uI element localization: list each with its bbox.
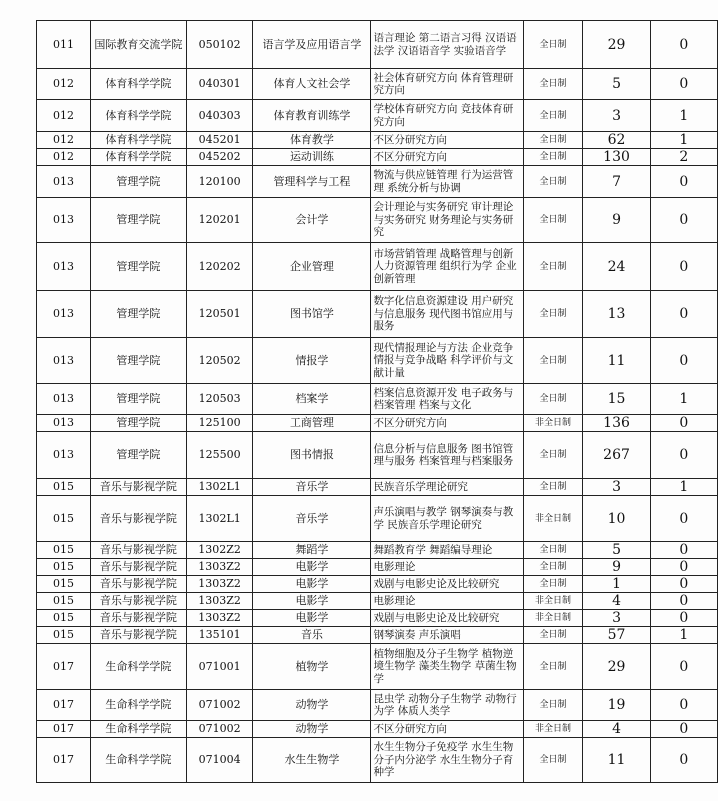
research-direction-cell: 学校体育研究方向 竞技体育研究方向 <box>371 100 523 132</box>
exempt-quota-cell: 0 <box>650 291 717 338</box>
table-row <box>37 559 718 576</box>
table-row <box>37 721 718 738</box>
exempt-quota-cell: 1 <box>650 132 717 149</box>
college-number-cell: 012 <box>37 132 91 149</box>
major-name-cell: 电影学 <box>253 576 371 593</box>
major-name-cell: 运动训练 <box>253 149 371 166</box>
research-direction-cell: 物流与供应链管理 行为运营管理 系统分析与协调 <box>371 166 523 198</box>
major-code-cell: 045202 <box>186 149 253 166</box>
major-code-cell: 120202 <box>186 243 253 291</box>
table-row <box>37 384 718 415</box>
exempt-quota-cell: 0 <box>650 166 717 198</box>
research-direction-cell: 社会体育研究方向 体育管理研究方向 <box>371 69 523 100</box>
major-name-cell: 管理科学与工程 <box>253 166 371 198</box>
exempt-quota-cell: 0 <box>650 21 717 69</box>
research-direction-cell: 不区分研究方向 <box>371 721 523 738</box>
exempt-quota-cell: 0 <box>650 69 717 100</box>
admission-plan-table <box>36 20 718 783</box>
college-name-cell: 体育科学学院 <box>91 69 187 100</box>
college-name-cell: 管理学院 <box>91 338 187 384</box>
major-name-cell: 电影学 <box>253 559 371 576</box>
study-mode-cell: 全日制 <box>523 198 583 243</box>
enrollment-plan-cell: 11 <box>583 738 650 783</box>
research-direction-cell: 民族音乐学理论研究 <box>371 479 523 496</box>
major-name-cell: 图书情报 <box>253 432 371 479</box>
enrollment-plan-cell: 4 <box>583 721 650 738</box>
college-name-cell: 生命科学学院 <box>91 690 187 721</box>
college-name-cell: 管理学院 <box>91 415 187 432</box>
exempt-quota-cell: 0 <box>650 644 717 690</box>
table-row <box>37 338 718 384</box>
study-mode-cell: 全日制 <box>523 149 583 166</box>
college-number-cell: 011 <box>37 21 91 69</box>
college-number-cell: 015 <box>37 559 91 576</box>
research-direction-cell: 档案信息资源开发 电子政务与档案管理 档案与文化 <box>371 384 523 415</box>
study-mode-cell: 非全日制 <box>523 721 583 738</box>
research-direction-cell: 不区分研究方向 <box>371 415 523 432</box>
major-code-cell: 045201 <box>186 132 253 149</box>
study-mode-cell: 非全日制 <box>523 610 583 627</box>
major-code-cell: 1303Z2 <box>186 610 253 627</box>
table-row <box>37 593 718 610</box>
study-mode-cell: 非全日制 <box>523 415 583 432</box>
study-mode-cell: 全日制 <box>523 166 583 198</box>
enrollment-plan-cell: 1 <box>583 576 650 593</box>
enrollment-plan-cell: 9 <box>583 198 650 243</box>
table-row <box>37 166 718 198</box>
major-code-cell: 120501 <box>186 291 253 338</box>
major-code-cell: 120503 <box>186 384 253 415</box>
enrollment-plan-cell: 3 <box>583 100 650 132</box>
major-name-cell: 体育人文社会学 <box>253 69 371 100</box>
study-mode-cell: 全日制 <box>523 384 583 415</box>
major-name-cell: 水生生物学 <box>253 738 371 783</box>
major-name-cell: 动物学 <box>253 721 371 738</box>
table-row <box>37 627 718 644</box>
major-code-cell: 040303 <box>186 100 253 132</box>
college-number-cell: 015 <box>37 627 91 644</box>
college-number-cell: 013 <box>37 166 91 198</box>
study-mode-cell: 全日制 <box>523 69 583 100</box>
enrollment-plan-cell: 57 <box>583 627 650 644</box>
major-name-cell: 档案学 <box>253 384 371 415</box>
exempt-quota-cell: 1 <box>650 479 717 496</box>
major-name-cell: 体育教学 <box>253 132 371 149</box>
enrollment-plan-cell: 3 <box>583 479 650 496</box>
study-mode-cell: 全日制 <box>523 644 583 690</box>
college-name-cell: 生命科学学院 <box>91 644 187 690</box>
major-name-cell: 情报学 <box>253 338 371 384</box>
college-name-cell: 生命科学学院 <box>91 721 187 738</box>
research-direction-cell: 舞蹈教育学 舞蹈编导理论 <box>371 542 523 559</box>
exempt-quota-cell: 1 <box>650 100 717 132</box>
college-number-cell: 015 <box>37 576 91 593</box>
enrollment-plan-cell: 5 <box>583 69 650 100</box>
enrollment-plan-cell: 7 <box>583 166 650 198</box>
table-row <box>37 542 718 559</box>
table-row <box>37 132 718 149</box>
college-number-cell: 013 <box>37 291 91 338</box>
table-row <box>37 432 718 479</box>
table-row <box>37 610 718 627</box>
major-name-cell: 动物学 <box>253 690 371 721</box>
exempt-quota-cell: 0 <box>650 559 717 576</box>
table-row <box>37 738 718 783</box>
major-code-cell: 050102 <box>186 21 253 69</box>
major-code-cell: 1302L1 <box>186 479 253 496</box>
college-number-cell: 012 <box>37 100 91 132</box>
college-name-cell: 音乐与影视学院 <box>91 496 187 542</box>
study-mode-cell: 非全日制 <box>523 593 583 610</box>
college-number-cell: 017 <box>37 738 91 783</box>
major-code-cell: 120100 <box>186 166 253 198</box>
enrollment-plan-cell: 29 <box>583 21 650 69</box>
exempt-quota-cell: 1 <box>650 627 717 644</box>
major-name-cell: 工商管理 <box>253 415 371 432</box>
exempt-quota-cell: 0 <box>650 542 717 559</box>
major-code-cell: 1302Z2 <box>186 542 253 559</box>
exempt-quota-cell: 2 <box>650 149 717 166</box>
major-code-cell: 040301 <box>186 69 253 100</box>
college-number-cell: 015 <box>37 542 91 559</box>
study-mode-cell: 非全日制 <box>523 496 583 542</box>
enrollment-plan-cell: 15 <box>583 384 650 415</box>
college-number-cell: 015 <box>37 496 91 542</box>
research-direction-cell: 会计理论与实务研究 审计理论与实务研究 财务理论与实务研究 <box>371 198 523 243</box>
major-name-cell: 体育教育训练学 <box>253 100 371 132</box>
college-number-cell: 013 <box>37 198 91 243</box>
college-name-cell: 音乐与影视学院 <box>91 479 187 496</box>
table-row <box>37 291 718 338</box>
college-number-cell: 017 <box>37 721 91 738</box>
college-number-cell: 017 <box>37 690 91 721</box>
college-number-cell: 015 <box>37 479 91 496</box>
college-number-cell: 015 <box>37 593 91 610</box>
college-name-cell: 生命科学学院 <box>91 738 187 783</box>
enrollment-plan-cell: 136 <box>583 415 650 432</box>
table-row <box>37 415 718 432</box>
table-body <box>37 21 718 783</box>
major-name-cell: 电影学 <box>253 610 371 627</box>
major-code-cell: 125500 <box>186 432 253 479</box>
college-number-cell: 017 <box>37 644 91 690</box>
exempt-quota-cell: 0 <box>650 338 717 384</box>
college-name-cell: 音乐与影视学院 <box>91 576 187 593</box>
major-code-cell: 1302L1 <box>186 496 253 542</box>
table-row <box>37 198 718 243</box>
college-number-cell: 012 <box>37 69 91 100</box>
exempt-quota-cell: 0 <box>650 576 717 593</box>
table-row <box>37 100 718 132</box>
enrollment-plan-cell: 10 <box>583 496 650 542</box>
enrollment-plan-cell: 130 <box>583 149 650 166</box>
college-name-cell: 音乐与影视学院 <box>91 559 187 576</box>
college-number-cell: 013 <box>37 338 91 384</box>
study-mode-cell: 全日制 <box>523 338 583 384</box>
major-name-cell: 音乐 <box>253 627 371 644</box>
study-mode-cell: 全日制 <box>523 21 583 69</box>
enrollment-plan-cell: 9 <box>583 559 650 576</box>
study-mode-cell: 全日制 <box>523 479 583 496</box>
major-name-cell: 植物学 <box>253 644 371 690</box>
enrollment-plan-cell: 13 <box>583 291 650 338</box>
major-code-cell: 1303Z2 <box>186 559 253 576</box>
college-number-cell: 013 <box>37 415 91 432</box>
study-mode-cell: 全日制 <box>523 627 583 644</box>
research-direction-cell: 电影理论 <box>371 593 523 610</box>
major-code-cell: 071001 <box>186 644 253 690</box>
major-code-cell: 135101 <box>186 627 253 644</box>
table-row <box>37 149 718 166</box>
college-name-cell: 管理学院 <box>91 384 187 415</box>
major-code-cell: 071002 <box>186 721 253 738</box>
major-name-cell: 音乐学 <box>253 496 371 542</box>
research-direction-cell: 昆虫学 动物分子生物学 动物行为学 体质人类学 <box>371 690 523 721</box>
college-name-cell: 管理学院 <box>91 432 187 479</box>
major-code-cell: 120502 <box>186 338 253 384</box>
research-direction-cell: 声乐演唱与教学 钢琴演奏与教学 民族音乐学理论研究 <box>371 496 523 542</box>
exempt-quota-cell: 0 <box>650 690 717 721</box>
major-code-cell: 071004 <box>186 738 253 783</box>
study-mode-cell: 全日制 <box>523 132 583 149</box>
major-code-cell: 120201 <box>186 198 253 243</box>
major-code-cell: 071002 <box>186 690 253 721</box>
table-row <box>37 21 718 69</box>
enrollment-plan-cell: 3 <box>583 610 650 627</box>
exempt-quota-cell: 0 <box>650 610 717 627</box>
exempt-quota-cell: 0 <box>650 432 717 479</box>
table-row <box>37 479 718 496</box>
college-number-cell: 013 <box>37 243 91 291</box>
study-mode-cell: 全日制 <box>523 243 583 291</box>
research-direction-cell: 现代情报理论与方法 企业竞争情报与竞争战略 科学评价与文献计量 <box>371 338 523 384</box>
exempt-quota-cell: 0 <box>650 496 717 542</box>
major-code-cell: 1303Z2 <box>186 593 253 610</box>
research-direction-cell: 数字化信息资源建设 用户研究与信息服务 现代图书馆应用与服务 <box>371 291 523 338</box>
college-number-cell: 015 <box>37 610 91 627</box>
college-number-cell: 012 <box>37 149 91 166</box>
study-mode-cell: 全日制 <box>523 690 583 721</box>
college-name-cell: 体育科学学院 <box>91 100 187 132</box>
major-name-cell: 音乐学 <box>253 479 371 496</box>
research-direction-cell: 植物细胞及分子生物学 植物逆境生物学 藻类生物学 草菌生物学 <box>371 644 523 690</box>
college-number-cell: 013 <box>37 432 91 479</box>
study-mode-cell: 全日制 <box>523 100 583 132</box>
enrollment-plan-cell: 29 <box>583 644 650 690</box>
table-row <box>37 496 718 542</box>
research-direction-cell: 信息分析与信息服务 图书馆管理与服务 档案管理与档案服务 <box>371 432 523 479</box>
table-row <box>37 69 718 100</box>
exempt-quota-cell: 0 <box>650 721 717 738</box>
college-name-cell: 管理学院 <box>91 291 187 338</box>
research-direction-cell: 语言理论 第二语言习得 汉语语法学 汉语语音学 实验语音学 <box>371 21 523 69</box>
study-mode-cell: 全日制 <box>523 559 583 576</box>
major-name-cell: 电影学 <box>253 593 371 610</box>
enrollment-plan-cell: 4 <box>583 593 650 610</box>
research-direction-cell: 电影理论 <box>371 559 523 576</box>
enrollment-plan-cell: 19 <box>583 690 650 721</box>
table-row <box>37 243 718 291</box>
college-name-cell: 国际教育交流学院 <box>91 21 187 69</box>
table-row <box>37 690 718 721</box>
enrollment-plan-cell: 62 <box>583 132 650 149</box>
major-name-cell: 会计学 <box>253 198 371 243</box>
study-mode-cell: 全日制 <box>523 432 583 479</box>
enrollment-plan-cell: 24 <box>583 243 650 291</box>
study-mode-cell: 全日制 <box>523 738 583 783</box>
college-name-cell: 体育科学学院 <box>91 132 187 149</box>
exempt-quota-cell: 1 <box>650 384 717 415</box>
college-name-cell: 音乐与影视学院 <box>91 542 187 559</box>
exempt-quota-cell: 0 <box>650 593 717 610</box>
college-name-cell: 管理学院 <box>91 166 187 198</box>
table-row <box>37 576 718 593</box>
research-direction-cell: 戏剧与电影史论及比较研究 <box>371 610 523 627</box>
enrollment-plan-cell: 267 <box>583 432 650 479</box>
college-name-cell: 体育科学学院 <box>91 149 187 166</box>
exempt-quota-cell: 0 <box>650 738 717 783</box>
study-mode-cell: 全日制 <box>523 542 583 559</box>
enrollment-plan-cell: 11 <box>583 338 650 384</box>
exempt-quota-cell: 0 <box>650 198 717 243</box>
college-name-cell: 管理学院 <box>91 198 187 243</box>
table-row <box>37 644 718 690</box>
research-direction-cell: 钢琴演奏 声乐演唱 <box>371 627 523 644</box>
research-direction-cell: 不区分研究方向 <box>371 132 523 149</box>
major-name-cell: 语言学及应用语言学 <box>253 21 371 69</box>
major-code-cell: 125100 <box>186 415 253 432</box>
major-name-cell: 舞蹈学 <box>253 542 371 559</box>
major-name-cell: 图书馆学 <box>253 291 371 338</box>
college-name-cell: 音乐与影视学院 <box>91 610 187 627</box>
research-direction-cell: 市场营销管理 战略管理与创新 人力资源管理 组织行为学 企业创新管理 <box>371 243 523 291</box>
major-code-cell: 1303Z2 <box>186 576 253 593</box>
college-name-cell: 音乐与影视学院 <box>91 627 187 644</box>
college-name-cell: 音乐与影视学院 <box>91 593 187 610</box>
research-direction-cell: 水生生物分子免疫学 水生生物分子内分泌学 水生生物分子育种学 <box>371 738 523 783</box>
major-name-cell: 企业管理 <box>253 243 371 291</box>
enrollment-plan-cell: 5 <box>583 542 650 559</box>
study-mode-cell: 全日制 <box>523 291 583 338</box>
research-direction-cell: 不区分研究方向 <box>371 149 523 166</box>
exempt-quota-cell: 0 <box>650 243 717 291</box>
exempt-quota-cell: 0 <box>650 415 717 432</box>
study-mode-cell: 全日制 <box>523 576 583 593</box>
college-name-cell: 管理学院 <box>91 243 187 291</box>
research-direction-cell: 戏剧与电影史论及比较研究 <box>371 576 523 593</box>
college-number-cell: 013 <box>37 384 91 415</box>
